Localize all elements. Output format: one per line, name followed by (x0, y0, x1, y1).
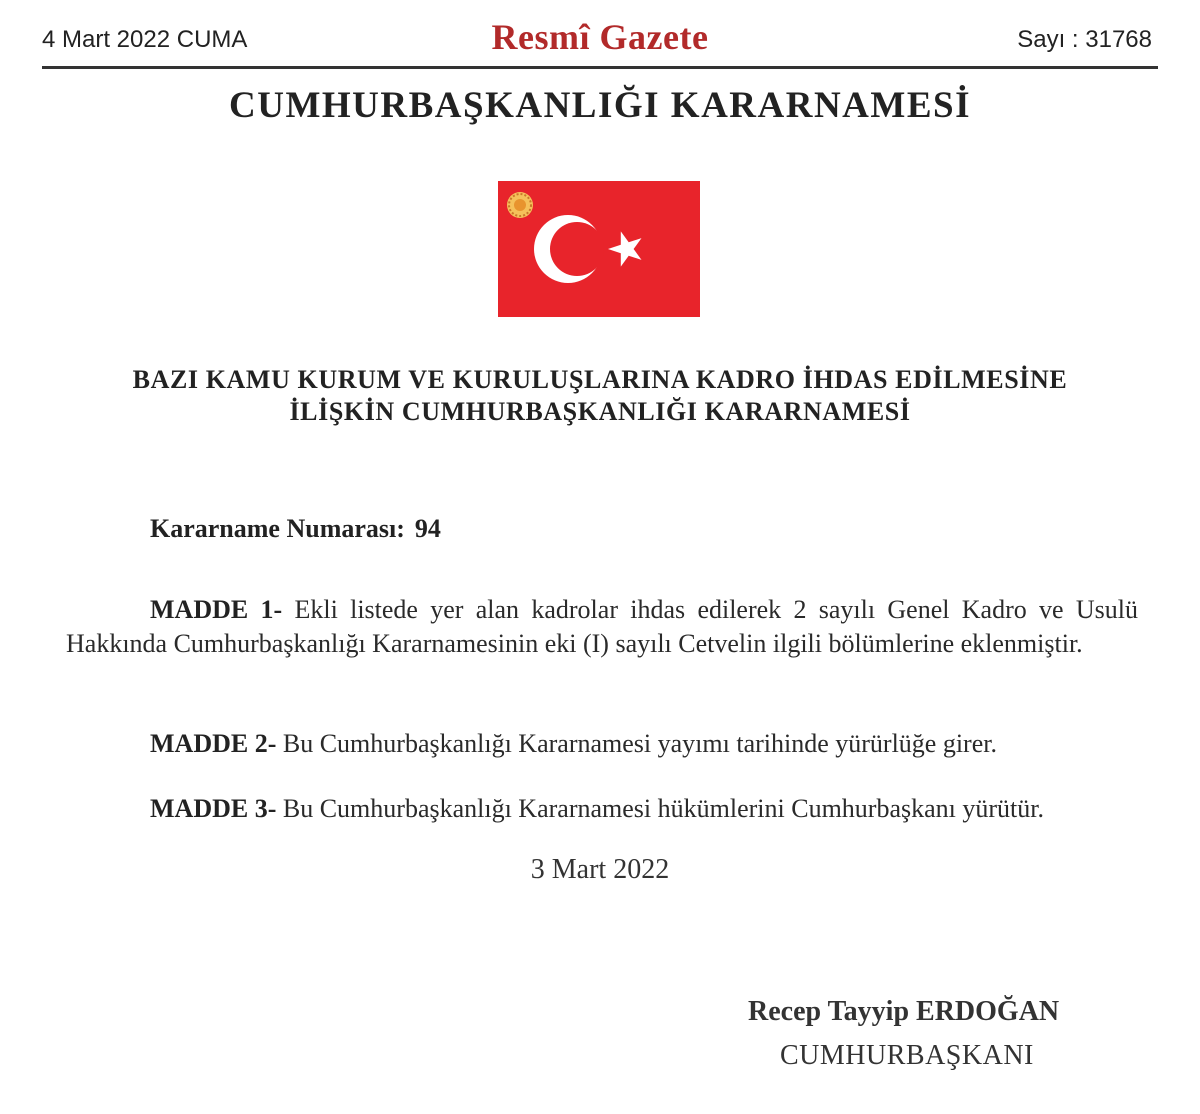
decree-date: 3 Mart 2022 (530, 854, 670, 885)
article-label: MADDE 1- (150, 595, 283, 624)
decree-number-label: Kararname Numarası: (150, 514, 405, 543)
decree-number-line (150, 514, 441, 544)
article-text: Bu Cumhurbaşkanlığı Kararnamesi hükümlerini Cumhurbaşkanı yürütür. (282, 794, 1044, 823)
article-text: Ekli listede yer alan kadrolar ihdas edilerek 2 sayılı Genel Kadro ve Usulü Hakkında Cumhurbaşkanlığı Kararnamesinin eki (I) sayılı Cetvelin ilgili bölümlerine eklenmiştir. (66, 595, 1138, 658)
signer-title: CUMHURBAŞKANI (780, 1040, 1034, 1071)
issue-date: 4 Mart 2022 CUMA (42, 26, 248, 53)
signer-name: Recep Tayyip ERDOĞAN (748, 996, 1060, 1027)
gazette-title: Resmî Gazete (491, 17, 709, 57)
article-2 (66, 727, 1138, 761)
article-1 (66, 593, 1138, 661)
gazette-header (42, 14, 1158, 69)
document-title: CUMHURBAŞKANLIĞI KARARNAMESİ (229, 85, 971, 126)
article-3 (66, 792, 1138, 826)
seal-icon (507, 192, 533, 218)
turkish-flag-icon (498, 181, 700, 317)
subtitle-line-1: BAZI KAMU KURUM VE KURULUŞLARINA KADRO İHDAS EDİLMESİNE (132, 365, 1068, 394)
article-label: MADDE 2- (150, 729, 277, 758)
subtitle-line-2: İLİŞKİN CUMHURBAŞKANLIĞI KARARNAMESİ (289, 397, 911, 426)
article-text: Bu Cumhurbaşkanlığı Kararnamesi yayımı tarihinde yürürlüğe girer. (282, 729, 997, 758)
article-label: MADDE 3- (150, 794, 277, 823)
decree-number-value: 94 (414, 514, 441, 543)
issue-number: Sayı : 31768 (1017, 26, 1152, 53)
decree-subtitle (0, 364, 1200, 428)
